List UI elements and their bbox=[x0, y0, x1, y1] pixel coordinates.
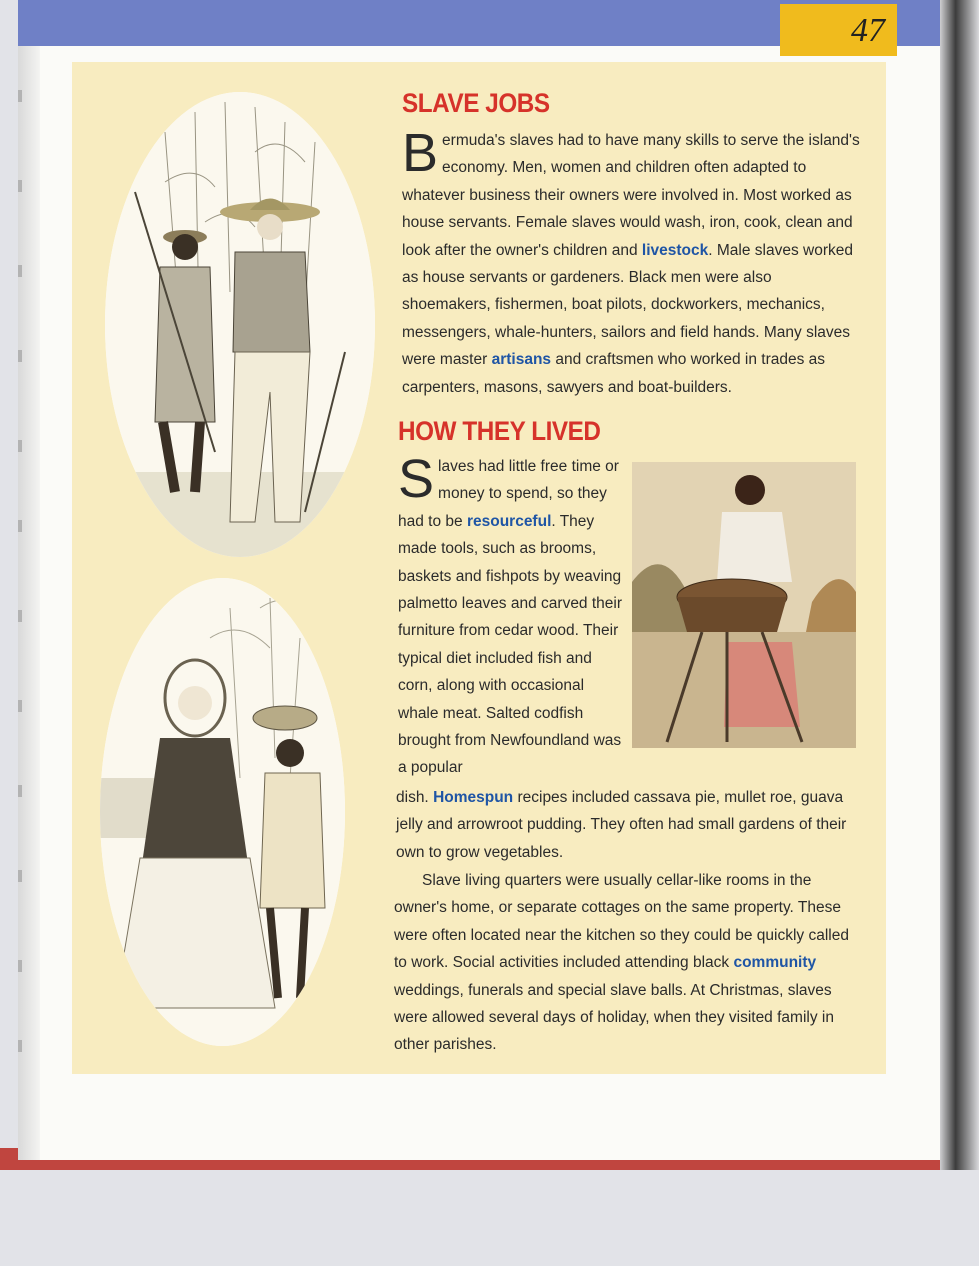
paragraph-text: recipes included cassava pie, mullet roe, guava jelly and arrowroot pudding. They often had small gardens of their own to grow vegetables. bbox=[396, 789, 847, 861]
paragraph-text: dish. bbox=[396, 789, 434, 806]
page-number-tab bbox=[780, 4, 897, 56]
living-quarters-paragraph bbox=[394, 867, 849, 1059]
paragraph-text: . They made tools, such as brooms, baskets and fishpots by weaving palmetto leaves and carved their furniture from cedar wood. Their typical diet included fish and corn, along with occasional whale meat. Salted codfish brought from Newfoundland was a popular bbox=[398, 512, 623, 777]
glossary-term-community: community bbox=[733, 954, 817, 972]
paragraph-text: weddings, funerals and special slave balls. At Christmas, slaves were allowed several days of holiday, when they visited family in other parishes. bbox=[394, 981, 834, 1054]
paragraph-text: laves had little free time or money to spend, so they had to be bbox=[398, 458, 619, 530]
page-number: 47 bbox=[851, 12, 885, 49]
drop-cap: B bbox=[402, 123, 439, 183]
washerwoman-painting bbox=[632, 462, 856, 748]
how-they-lived-paragraph bbox=[398, 449, 623, 782]
section-heading-how-they-lived: HOW THEY LIVED bbox=[398, 416, 601, 446]
glossary-term-artisans: artisans bbox=[491, 351, 552, 369]
paragraph-text: ermuda's slaves had to have many skills to serve the island's economy. Men, women and children often adapted to whatever business their owners were involved in. Most worked as house servants. Female slaves would wash, iron, cook, clean and look after the owner's children and bbox=[402, 132, 860, 259]
glossary-term-homespun: Homespun bbox=[433, 789, 514, 806]
slave-jobs-paragraph bbox=[402, 123, 864, 401]
page-spine bbox=[18, 0, 40, 1160]
glossary-term-resourceful: resourceful bbox=[466, 512, 552, 530]
paragraph-text: . Male slaves worked as house servants or gardeners. Black men were also shoemakers, fishermen, boat pilots, dockworkers, mechanics, messengers, whale-hunters, sailors and field hands. Many slaves were master bbox=[402, 241, 853, 369]
section-heading-slave-jobs: SLAVE JOBS bbox=[402, 88, 550, 118]
book-right-edge bbox=[940, 0, 979, 1170]
engraving-two-women bbox=[100, 578, 345, 1046]
how-they-lived-paragraph-continued bbox=[396, 784, 856, 866]
engraving-two-men bbox=[105, 92, 375, 557]
glossary-term-livestock: livestock bbox=[641, 241, 709, 259]
paragraph-text: and craftsmen who worked in trades as carpenters, masons, sawyers and boat-builders. bbox=[402, 351, 826, 396]
drop-cap: S bbox=[398, 449, 435, 509]
paragraph-text: Slave living quarters were usually cellar-like rooms in the owner's home, or separate cottages on the same property. These were often located near the kitchen so they could be quickly called to work. Social activities included attending black bbox=[394, 872, 849, 972]
